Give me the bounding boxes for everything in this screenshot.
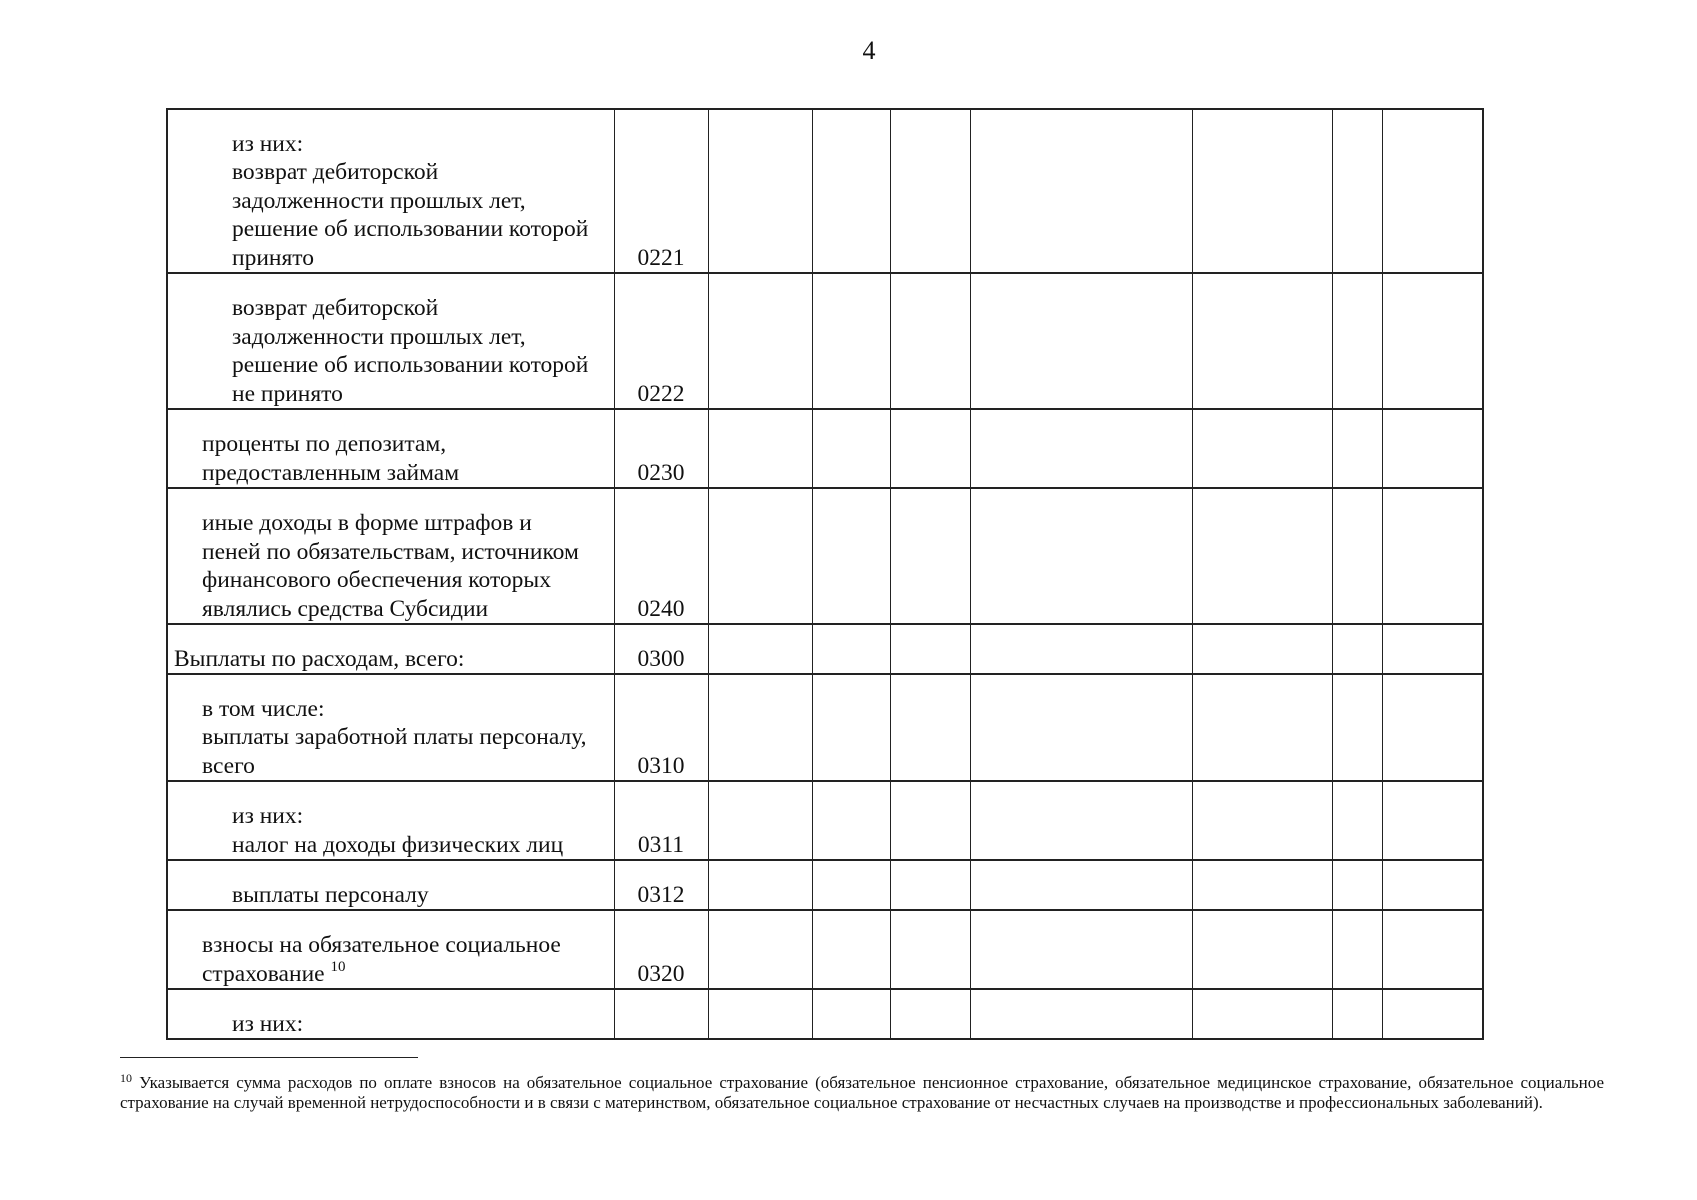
- data-cell[interactable]: [812, 273, 890, 409]
- row-label-line: выплаты заработной платы персоналу,: [202, 724, 587, 750]
- data-cell[interactable]: [890, 109, 970, 273]
- row-label-line: из них:: [232, 130, 304, 157]
- row-label-line: не принято: [232, 380, 343, 407]
- row-label: [167, 989, 614, 1039]
- data-cell[interactable]: [970, 109, 1192, 273]
- data-cell[interactable]: [1192, 109, 1332, 273]
- row-label-line: являлись средства Субсидии: [202, 595, 489, 622]
- data-cell[interactable]: [708, 624, 812, 674]
- data-cell[interactable]: [1382, 109, 1483, 273]
- data-cell[interactable]: [708, 488, 812, 624]
- data-cell[interactable]: [890, 624, 970, 674]
- data-cell[interactable]: [812, 624, 890, 674]
- data-cell[interactable]: [1382, 674, 1483, 781]
- page-number: 4: [862, 36, 876, 65]
- data-cell[interactable]: [1192, 273, 1332, 409]
- row-label-line: Выплаты по расходам, всего:: [174, 645, 465, 672]
- data-cell[interactable]: [1192, 674, 1332, 781]
- data-cell[interactable]: [970, 781, 1192, 860]
- data-cell[interactable]: [1192, 910, 1332, 989]
- row-label-line: решение об использовании которой: [232, 352, 589, 378]
- data-cell[interactable]: [1332, 624, 1382, 674]
- data-cell[interactable]: [1332, 781, 1382, 860]
- row-label-line: [202, 960, 614, 989]
- row-label: [167, 488, 614, 624]
- row-code: [614, 989, 708, 1039]
- row-label: [167, 624, 614, 674]
- data-cell[interactable]: [970, 409, 1192, 488]
- data-cell[interactable]: [970, 273, 1192, 409]
- row-code: 0320: [614, 910, 708, 989]
- row-label-line: из них:: [232, 1010, 304, 1037]
- data-cell[interactable]: [890, 781, 970, 860]
- data-cell[interactable]: [708, 989, 812, 1039]
- data-cell[interactable]: [708, 674, 812, 781]
- row-label-line: предоставленным займам: [202, 459, 460, 486]
- data-cell[interactable]: [812, 781, 890, 860]
- data-cell[interactable]: [812, 989, 890, 1039]
- row-label: [167, 409, 614, 488]
- table-row: [167, 109, 1483, 273]
- row-label-line: принято: [232, 244, 314, 271]
- row-label-line: иные доходы в форме штрафов и: [202, 510, 532, 536]
- row-label-line: всего: [202, 752, 255, 779]
- row-label-line: возврат дебиторской: [232, 295, 439, 321]
- table-body: [167, 109, 1483, 1039]
- row-code: 0300: [614, 624, 708, 674]
- data-cell[interactable]: [970, 989, 1192, 1039]
- row-label: [167, 910, 614, 989]
- row-code: 0310: [614, 674, 708, 781]
- data-cell[interactable]: [1382, 409, 1483, 488]
- row-code: 0222: [614, 273, 708, 409]
- data-cell[interactable]: [812, 910, 890, 989]
- row-code: 0240: [614, 488, 708, 624]
- data-cell[interactable]: [890, 488, 970, 624]
- data-cell[interactable]: [812, 409, 890, 488]
- row-code: 0221: [614, 109, 708, 273]
- data-cell[interactable]: [1192, 989, 1332, 1039]
- data-cell[interactable]: [1192, 488, 1332, 624]
- data-cell[interactable]: [1192, 409, 1332, 488]
- data-cell[interactable]: [1332, 409, 1382, 488]
- data-cell[interactable]: [1192, 860, 1332, 910]
- row-label: [167, 781, 614, 860]
- row-label-line: пеней по обязательствам, источником: [202, 538, 579, 565]
- footnote: [120, 1073, 1604, 1113]
- data-cell[interactable]: [708, 781, 812, 860]
- data-cell[interactable]: [890, 860, 970, 910]
- footnote-text: Указывается сумма расходов по оплате взносов на обязательное социальное страхование (обязательное пенсионное страхование, обязательное медицинское страхование, обязательное социальное страхование на случай временной нетрудоспособности и в связи с материнством, обязательное социальное страхование от несчастных случаев на производстве и профессиональных заболеваний).: [120, 1073, 1604, 1112]
- data-cell[interactable]: [1332, 674, 1382, 781]
- row-label-line: выплаты персоналу: [232, 881, 429, 908]
- data-cell[interactable]: [812, 674, 890, 781]
- row-label: [167, 273, 614, 409]
- footnote-separator: [120, 1057, 418, 1058]
- data-cell[interactable]: [1382, 910, 1483, 989]
- data-cell[interactable]: [970, 674, 1192, 781]
- data-cell[interactable]: [970, 860, 1192, 910]
- data-cell[interactable]: [970, 910, 1192, 989]
- data-cell[interactable]: [1332, 860, 1382, 910]
- data-cell[interactable]: [708, 409, 812, 488]
- row-label-line: из них:: [232, 803, 304, 829]
- table-row: [167, 910, 1483, 989]
- data-cell[interactable]: [1332, 910, 1382, 989]
- data-cell[interactable]: [1332, 989, 1382, 1039]
- data-cell[interactable]: [1382, 624, 1483, 674]
- data-cell[interactable]: [1332, 273, 1382, 409]
- table-row: [167, 409, 1483, 488]
- row-code: 0230: [614, 409, 708, 488]
- data-cell[interactable]: [890, 674, 970, 781]
- data-cell[interactable]: [1332, 488, 1382, 624]
- data-cell[interactable]: [1382, 781, 1483, 860]
- row-label-line: финансового обеспечения которых: [202, 567, 551, 593]
- row-label-text: страхование: [202, 960, 325, 987]
- data-cell[interactable]: [708, 273, 812, 409]
- row-label-line: задолженности прошлых лет,: [232, 323, 526, 350]
- data-cell[interactable]: [970, 488, 1192, 624]
- table-row: [167, 488, 1483, 624]
- data-cell[interactable]: [890, 989, 970, 1039]
- data-cell[interactable]: [890, 409, 970, 488]
- data-cell[interactable]: [890, 910, 970, 989]
- table-row: [167, 989, 1483, 1039]
- row-label-line: взносы на обязательное социальное: [202, 932, 561, 958]
- table-row: [167, 624, 1483, 674]
- table-row: [167, 860, 1483, 910]
- data-cell[interactable]: [1382, 989, 1483, 1039]
- table-row: [167, 781, 1483, 860]
- row-code: 0312: [614, 860, 708, 910]
- data-cell[interactable]: [708, 860, 812, 910]
- footnote-reference: 10: [330, 958, 346, 975]
- table-row: [167, 674, 1483, 781]
- table-row: [167, 273, 1483, 409]
- row-label-line: возврат дебиторской: [232, 159, 439, 185]
- data-cell[interactable]: [812, 109, 890, 273]
- data-cell[interactable]: [812, 488, 890, 624]
- data-cell[interactable]: [812, 860, 890, 910]
- data-cell[interactable]: [1192, 781, 1332, 860]
- row-label-line: налог на доходы физических лиц: [232, 831, 564, 858]
- data-cell[interactable]: [708, 910, 812, 989]
- row-label-line: задолженности прошлых лет,: [232, 187, 526, 214]
- data-cell[interactable]: [1382, 273, 1483, 409]
- row-code: 0311: [614, 781, 708, 860]
- row-label: [167, 860, 614, 910]
- data-cell[interactable]: [1382, 860, 1483, 910]
- row-label: [167, 674, 614, 781]
- row-label: [167, 109, 614, 273]
- report-table: [166, 108, 1484, 1040]
- data-cell[interactable]: [708, 109, 812, 273]
- data-cell[interactable]: [890, 273, 970, 409]
- row-label-line: проценты по депозитам,: [202, 431, 447, 457]
- data-cell[interactable]: [1192, 624, 1332, 674]
- data-cell[interactable]: [1382, 488, 1483, 624]
- footnote-marker: 10: [120, 1071, 132, 1085]
- row-label-line: в том числе:: [202, 695, 325, 722]
- row-label-line: решение об использовании которой: [232, 216, 589, 242]
- data-cell[interactable]: [1332, 109, 1382, 273]
- data-cell[interactable]: [970, 624, 1192, 674]
